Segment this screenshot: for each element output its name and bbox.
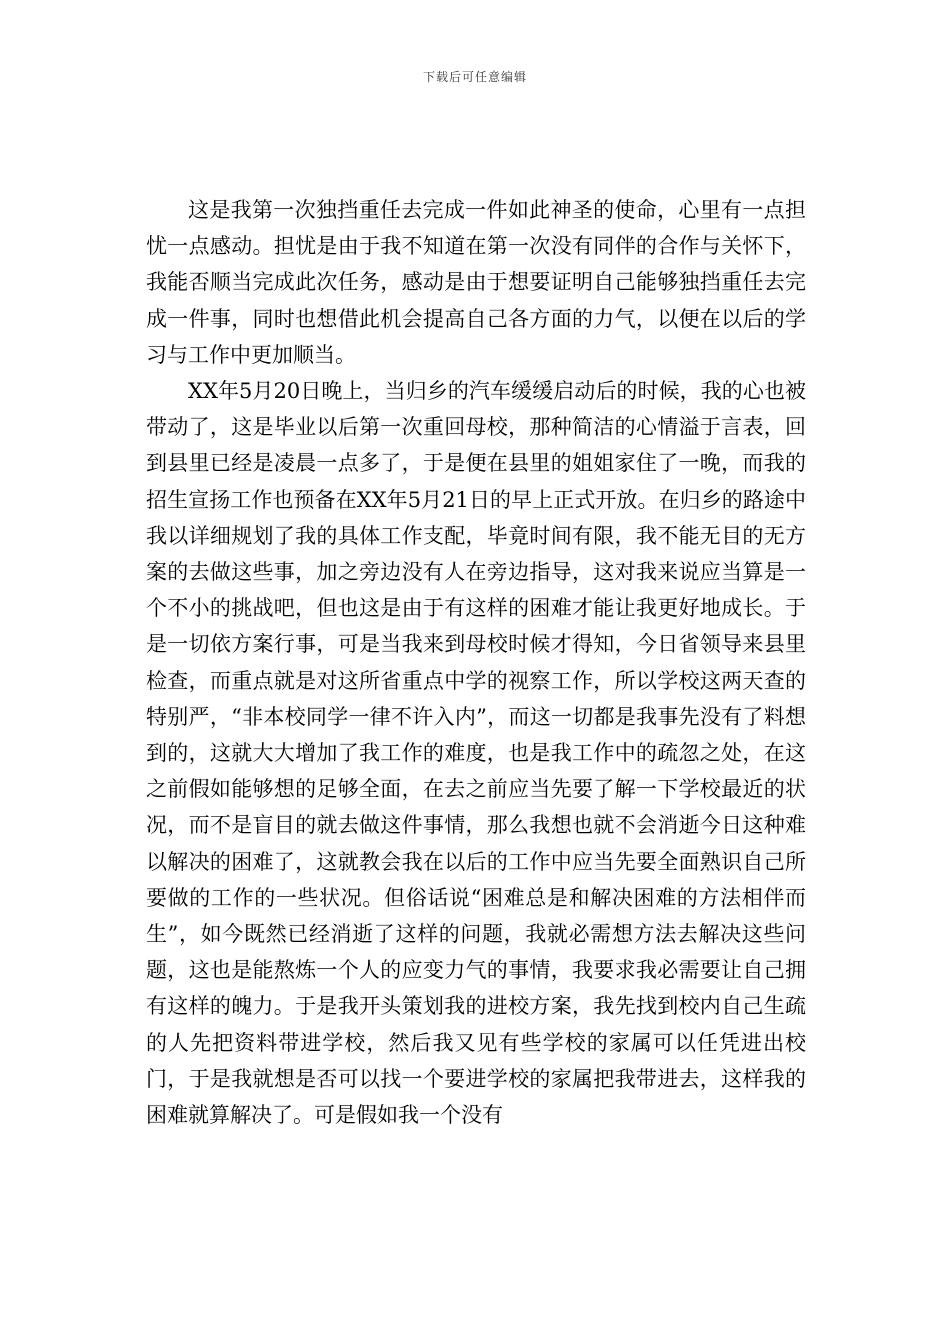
paragraph: XX年5月20日晚上，当归乡的汽车缓缓启动后的时候，我的心也被带动了，这是毕业以后第一次重回母校，那种简洁的心情溢于言表，回到县里已经是凌晨一点多了，于是便在县里的姐姐家住了一晚，而我的招生宣扬工作也预备在XX年5月21日的早上正式开放。在归乡的路途中我以详细规划了我的具体工作支配，毕竟时间有限，我不能无目的无方案的去做这些事，加之旁边没有人在旁边指导，这对我来说应当算是一个不小的挑战吧，但也这是由于有这样的困难才能让我更好地成长。于是一切依方案行事，可是当我来到母校时候才得知，今日省领导来县里检查，而重点就是对这所省重点中学的视察工作，所以学校这两天查的特别严，“非本校同学一律不许入内”，而这一切都是我事先没有了料想到的，这就大大增加了我工作的难度，也是我工作中的疏忽之处，在这之前假如能够想的足够全面，在去之前应当先要了解一下学校最近的状况，而不是盲目的就去做这件事情，那么我想也就不会消逝今日这种难以解决的困难了，这就教会我在以后的工作中应当先要全面熟识自己所要做的工作的一些状况。但俗话说“困难总是和解决困难的方法相伴而生”，如今既然已经消逝了这样的问题，我就必需想方法去解决这些问题，这也是能熬炼一个人的应变力气的事情，我要求我必需要让自己拥有这样的魄力。于是我开头策划我的进校方案，我先找到校内自己生疏的人先把资料带进学校，然后我又见有些学校的家属可以任凭进出校门，于是我就想是否可以找一个要进学校的家属把我带进去，这样我的困难就算解决了。可是假如我一个没有 — [146, 379, 806, 1128]
paragraph: 这是我第一次独挡重任去完成一件如此神圣的使命，心里有一点担忧一点感动。担忧是由于我不知道在第一次没有同伴的合作与关怀下，我能否顺当完成此次任务，感动是由于想要证明自己能够独挡重任去完成一件事，同时也想借此机会提高自己各方面的力气，以便在以后的学习与工作中更加顺当。 — [146, 198, 806, 367]
document-body — [146, 192, 806, 1133]
page-header: 下载后可任意编辑 — [422, 70, 527, 84]
